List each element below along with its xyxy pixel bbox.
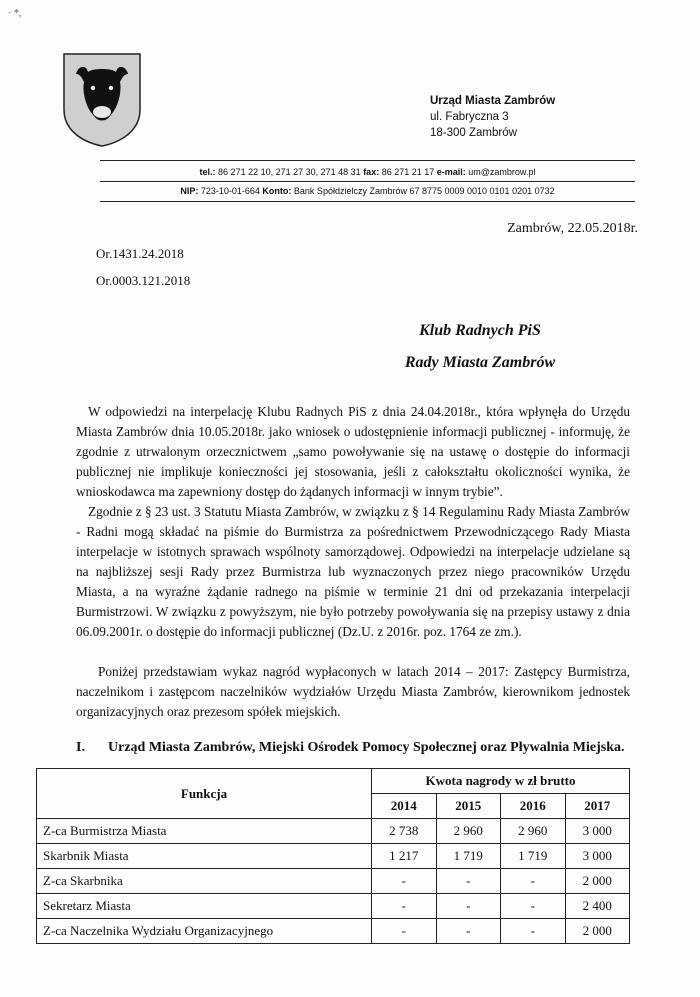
contact-line-2 [100,186,635,196]
awards-table [36,768,630,944]
letter-date: Zambrów, 22.05.2018r. [507,221,638,236]
paragraph-3: Poniżej przedstawiam wykaz nagród wypłaconych w latach 2014 – 2017: Zastępcy Burmistrza, naczelnikom i zastępcom naczelników wydziałów Urzędu Miasta Zambrów, kierownikom jednostek organizacyjnych oraz prezesom spółek miejskich. [76,664,630,719]
section-number: I. [76,740,85,755]
table-row [37,869,630,894]
addressee-line-2: Rady Miasta Zambrów [404,354,556,371]
sender-address [430,93,555,141]
amount-cell: 3 000 [565,819,630,844]
year-header: 2017 [565,794,630,819]
amount-cell: 2 960 [436,819,501,844]
bison-muzzle [93,106,111,118]
section-title: Urząd Miasta Zambrów, Miejski Ośrodek Pomocy Społecznej oraz Pływalnia Miejska. [108,740,625,755]
function-cell: Z-ca Burmistrza Miasta [37,819,372,844]
table-row [37,819,630,844]
org-street: ul. Fabryczna 3 [430,111,509,123]
reference-number-2: Or.0003.121.2018 [96,273,191,288]
nip-value: 723-10-01-664 [198,186,263,196]
section-heading [76,740,625,756]
header-rule-bottom [100,201,635,202]
function-cell: Z-ca Naczelnika Wydziału Organizacyjnego [37,919,372,944]
function-cell: Z-ca Skarbnika [37,869,372,894]
table-header-row [37,769,630,794]
fax-value: 86 271 21 17 [379,167,437,177]
email-label: e-mail: [436,167,466,177]
nip-label: NIP: [180,186,199,196]
year-header: 2015 [436,794,501,819]
amount-cell: 2 000 [565,869,630,894]
function-header: Funkcja [37,769,372,819]
addressee [370,315,590,379]
org-name: Urząd Miasta Zambrów [430,95,556,107]
header-rule-top [100,160,635,161]
year-header: 2014 [372,794,437,819]
account-value: Bank Spółdzielczy Zambrów 67 8775 0009 0010 0101 0201 0732 [291,186,555,196]
amount-cell: 3 000 [565,844,630,869]
amount-cell: - [372,869,437,894]
fax-label: fax: [363,167,380,177]
amount-cell: 2 400 [565,894,630,919]
amount-cell: 2 738 [372,819,437,844]
amount-cell: - [436,869,501,894]
reference-numbers [96,240,190,294]
header-rule-middle [100,181,635,182]
year-header: 2016 [501,794,566,819]
amount-cell: 1 217 [372,844,437,869]
amount-cell: - [436,919,501,944]
bison-eye-right [109,86,113,90]
addressee-line-1: Klub Radnych PiS [419,322,541,339]
amount-cell: - [501,919,566,944]
reference-number-1: Or.1431.24.2018 [96,246,184,261]
account-label: Konto: [262,186,292,196]
amount-cell: 1 719 [436,844,501,869]
amount-cell: - [501,869,566,894]
letter-body [76,402,630,722]
paragraph-1: W odpowiedzi na interpelację Klubu Radnych PiS z dnia 24.04.2018r., która wpłynęła do Urzędu Miasta Zambrów dnia 10.05.2018r. jako wniosek o udostępnienie informacji publicznej - informuję, że zgodnie z utrwalonym orzecznictwem „samo powoływanie się na ustawę o dostępie do informacji publicznej nie implikuje konieczności jej stosowania, jeśli z całokształtu okoliczności wynika, że wnioskodawca ma zapewniony dostęp do żądanych informacji w innym trybie”. [76,404,630,499]
scan-artifact: · *, [8,8,22,19]
email-value: um@zambrow.pl [465,167,536,177]
amount-cell: 1 719 [501,844,566,869]
paragraph-2: Zgodnie z § 23 ust. 3 Statutu Miasta Zambrów, w związku z § 14 Regulaminu Rady Miasta Zambrów - Radni mogą składać na piśmie do Burmistrza za pośrednictwem Przewodniczącego Rady Miasta interpelacje w istotnych sprawach wspólnoty samorządowej. Odpowiedzi na interpelacje udzielane są na najbliższej sesji Rady przez Burmistrza lub wyznaczonych przez niego pracowników Urzędu Miasta, a na wyraźne żądanie radnego na piśmie w terminie 21 dni od przekazania interpelacji Burmistrzowi. W związku z powyższym, nie było potrzeby powoływania się na przepisy ustawy z dnia 06.09.2001r. o dostępie do informacji publicznej (Dz.U. z 2016r. poz. 1764 ze zm.). [76,504,630,639]
table-row [37,844,630,869]
function-cell: Sekretarz Miasta [37,894,372,919]
function-cell: Skarbnik Miasta [37,844,372,869]
bison-head-coat-of-arms [62,52,142,148]
amount-cell: - [501,894,566,919]
amount-cell: 2 960 [501,819,566,844]
bison-eye-left [91,86,95,90]
phone-value: 86 271 22 10, 271 27 30, 271 48 31 [215,167,364,177]
amount-cell: - [372,919,437,944]
amount-cell: 2 000 [565,919,630,944]
table-row [37,919,630,944]
amount-cell: - [372,894,437,919]
org-city: 18-300 Zambrów [430,127,517,139]
table-row [37,894,630,919]
amount-cell: - [436,894,501,919]
phone-label: tel.: [199,167,216,177]
amount-group-header: Kwota nagrody w zł brutto [372,769,630,794]
contact-line-1 [100,167,635,177]
